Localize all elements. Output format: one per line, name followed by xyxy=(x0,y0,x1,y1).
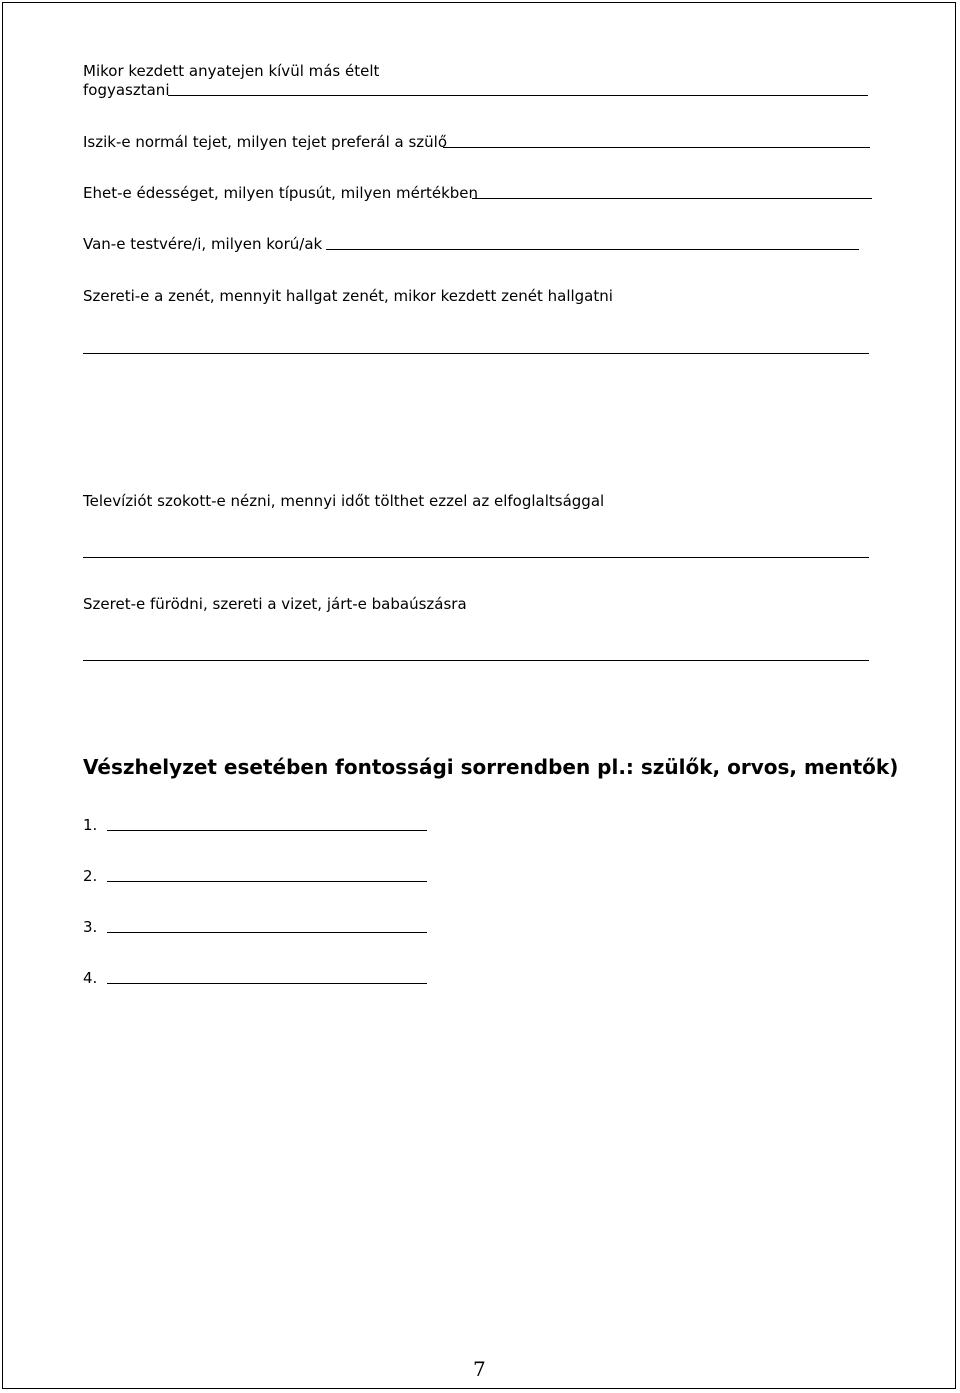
list-item-number: 2. xyxy=(83,867,98,885)
question-first-food-cont: fogyasztani xyxy=(83,81,170,99)
page-border xyxy=(2,2,956,1389)
answer-line-contact-2[interactable] xyxy=(107,881,427,882)
question-siblings: Van-e testvére/i, milyen korú/ak xyxy=(83,235,323,253)
emergency-heading: Vészhelyzet esetében fontossági sorrendben pl.: szülők, orvos, mentők) xyxy=(83,755,899,779)
page-number: 7 xyxy=(473,1357,486,1381)
question-first-food: Mikor kezdett anyatejen kívül más ételt xyxy=(83,62,380,80)
answer-line-first-food[interactable] xyxy=(168,95,868,96)
list-item-number: 3. xyxy=(83,918,98,936)
list-item-number: 1. xyxy=(83,816,98,834)
answer-line-contact-4[interactable] xyxy=(107,983,427,984)
question-sweets: Ehet-e édességet, milyen típusút, milyen mértékben xyxy=(83,184,479,202)
answer-line-sweets[interactable] xyxy=(472,198,872,199)
question-milk: Iszik-e normál tejet, milyen tejet preferál a szülő xyxy=(83,133,447,151)
list-item-number: 4. xyxy=(83,969,98,987)
answer-line-siblings[interactable] xyxy=(326,249,859,250)
answer-line-contact-1[interactable] xyxy=(107,830,427,831)
answer-line-bathing[interactable] xyxy=(83,660,869,661)
question-television: Televíziót szokott-e nézni, mennyi időt tölthet ezzel az elfoglaltsággal xyxy=(83,492,605,510)
answer-line-contact-3[interactable] xyxy=(107,932,427,933)
question-bathing: Szeret-e fürödni, szereti a vizet, járt-e babaúszásra xyxy=(83,595,467,613)
question-music: Szereti-e a zenét, mennyit hallgat zenét, mikor kezdett zenét hallgatni xyxy=(83,287,613,305)
answer-line-television[interactable] xyxy=(83,557,869,558)
answer-line-milk[interactable] xyxy=(443,147,870,148)
answer-line-music[interactable] xyxy=(83,353,869,354)
